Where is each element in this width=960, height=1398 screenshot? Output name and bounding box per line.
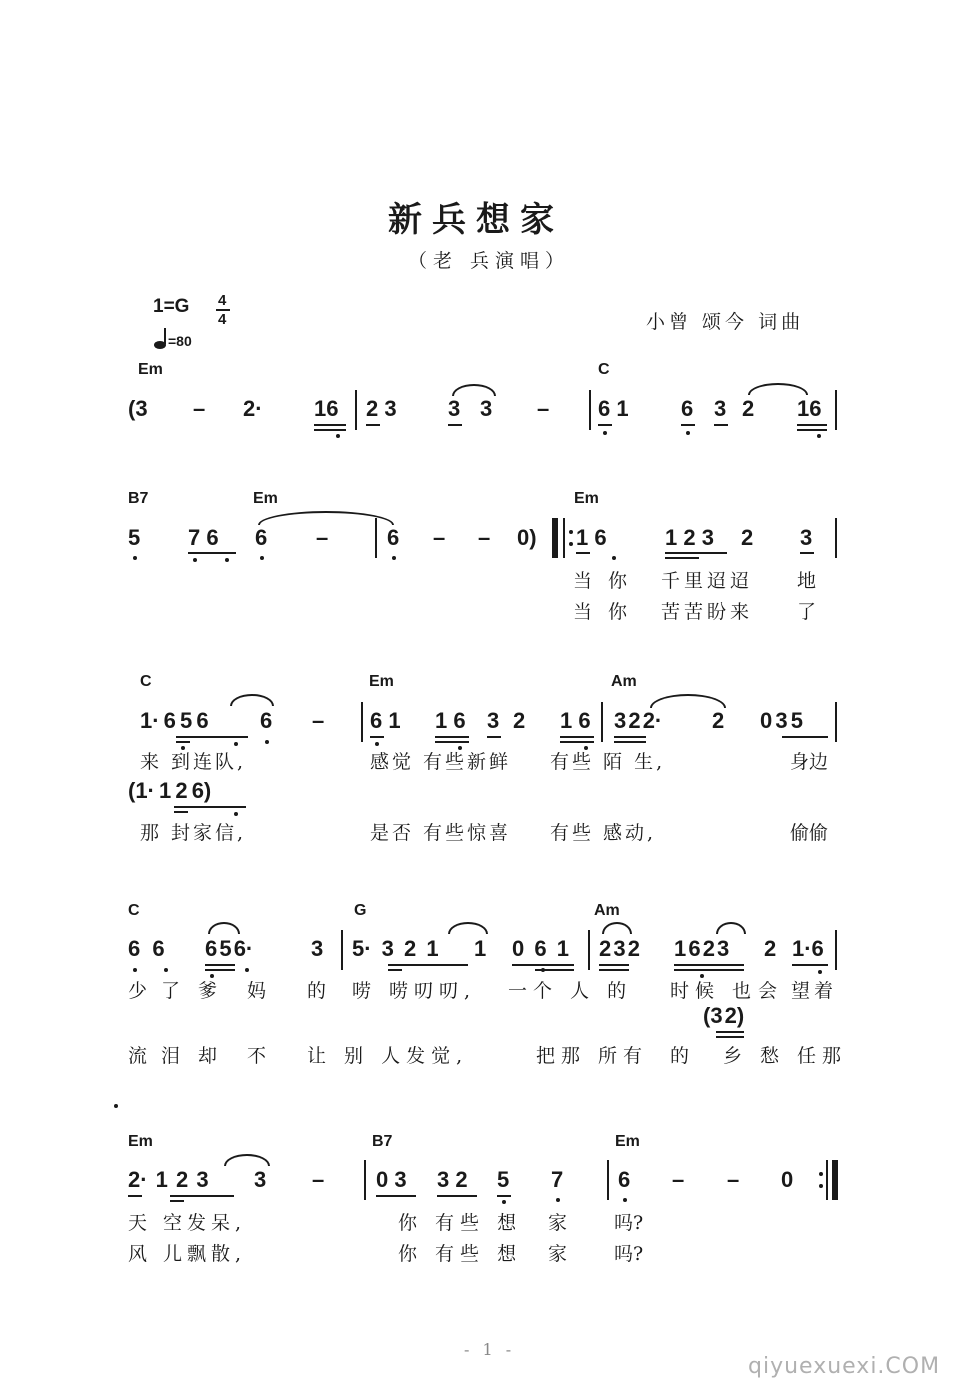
note-dash: –: [316, 525, 329, 550]
lyric-verse-2: 偷偷: [790, 822, 829, 844]
beam-line: [437, 1195, 477, 1197]
note-group: (3: [128, 396, 148, 421]
lyric-verse-1: 会 望着: [758, 980, 838, 1002]
tie-arc: [208, 922, 240, 934]
bar-line: [607, 1160, 609, 1200]
song-subtitle: （老 兵演唱）: [408, 250, 571, 272]
note-dash: –: [537, 396, 550, 421]
alternate-notes: (3 2): [703, 1003, 745, 1028]
note-group: 6 1: [370, 708, 401, 733]
note-group: 0 6 1: [512, 936, 569, 961]
note-group: 2·: [243, 396, 263, 421]
lyric-verse-2: 愁 任那: [760, 1045, 848, 1067]
lyric-verse-1: 天 空发呆,: [128, 1212, 247, 1234]
note-group: 6: [618, 1167, 631, 1192]
beam-line: [716, 1036, 744, 1038]
lyric-verse-2: 家: [548, 1243, 568, 1265]
beam-line: [314, 424, 346, 426]
beam-line: [388, 969, 402, 971]
repeat-end-barline: [832, 1160, 838, 1200]
chord-symbol: B7: [372, 1133, 393, 1150]
note-group: 6: [387, 525, 400, 550]
beam-line: [435, 736, 469, 738]
beam-line: [665, 557, 699, 559]
bar-line: [364, 1160, 366, 1200]
time-signature-denominator: 4: [218, 311, 227, 328]
tie-arc: [230, 694, 274, 706]
quarter-note-icon: [153, 326, 169, 350]
low-octave-dot: [686, 431, 690, 435]
lyric-verse-1: 的: [307, 980, 327, 1002]
beam-line: [782, 736, 828, 738]
beam-line: [497, 1195, 511, 1197]
beam-line: [170, 1200, 184, 1202]
bar-line: [835, 930, 837, 970]
note-group: 0 3 5: [760, 708, 803, 733]
low-octave-dot: [193, 558, 197, 562]
lyric-verse-1: 爹 妈: [198, 980, 279, 1002]
note-group: 3: [448, 396, 461, 421]
chord-symbol: Em: [138, 361, 163, 378]
note-group: 3 2: [437, 1167, 468, 1192]
beam-line: [681, 424, 695, 426]
bar-line: [588, 930, 590, 970]
bar-line: [835, 390, 837, 430]
tempo-marking: =80: [168, 333, 192, 349]
note-group: 2: [712, 708, 725, 733]
chord-symbol: Am: [611, 673, 637, 690]
chord-symbol: C: [128, 902, 140, 919]
lyric-verse-1: 来 到连队,: [140, 751, 247, 773]
lyric-verse-1: 吗?: [614, 1212, 644, 1234]
lyric-verse-1: 你 有些 想: [398, 1212, 523, 1234]
note-dash: –: [312, 708, 325, 733]
note-group: 6 5 6·: [205, 936, 254, 961]
lyric-verse-2: 却 不: [198, 1045, 279, 1067]
low-octave-dot: [225, 558, 229, 562]
lyric-verse-2: 当你: [573, 601, 644, 623]
repeat-dot: [569, 530, 573, 534]
bar-line: [341, 930, 343, 970]
beam-line: [376, 1195, 416, 1197]
lyric-verse-1: 时候 也: [670, 980, 758, 1002]
lyric-verse-2: 流泪: [128, 1045, 195, 1067]
low-octave-dot: [392, 556, 396, 560]
note-group: 16: [797, 396, 822, 421]
beam-line: [448, 424, 462, 426]
song-title: 新兵想家: [388, 200, 564, 240]
chord-symbol: C: [140, 673, 152, 690]
beam-line: [170, 1195, 234, 1197]
note-group: 2 3 2: [599, 936, 640, 961]
note-dash: –: [433, 525, 446, 550]
beam-line: [714, 424, 728, 426]
lyric-verse-1: 千里迢迢: [661, 570, 754, 592]
key-signature: 1=G: [153, 296, 190, 317]
beam-line: [176, 736, 248, 738]
beam-line: [599, 964, 629, 966]
low-octave-dot: [164, 968, 168, 972]
low-octave-dot: [623, 1198, 627, 1202]
low-octave-dot: [556, 1198, 560, 1202]
repeat-dot: [569, 542, 573, 546]
tie-arc: [224, 1154, 270, 1166]
tie-arc: [716, 922, 746, 934]
low-octave-dot: [133, 968, 137, 972]
beam-line: [205, 964, 235, 966]
tie-arc: [748, 383, 808, 395]
note-group: 5: [497, 1167, 510, 1192]
beam-line: [716, 1031, 744, 1033]
lyric-verse-2: 是否 有些惊喜: [370, 822, 512, 844]
lyric-verse-2: 吗?: [614, 1243, 644, 1265]
tie-arc: [448, 922, 488, 934]
lyric-verse-1: 家: [548, 1212, 568, 1234]
note-group: 1·6: [792, 936, 824, 961]
beam-line: [614, 741, 646, 743]
beam-line: [800, 552, 814, 554]
note-group: 3 2 2·: [614, 708, 663, 733]
low-octave-dot: [375, 742, 379, 746]
bar-line: [375, 518, 377, 558]
lyric-verse-2: 你 有些 想: [398, 1243, 523, 1265]
beam-line: [128, 1195, 142, 1197]
beam-line: [614, 736, 646, 738]
bar-line: [589, 390, 591, 430]
lyric-verse-1: 身边: [790, 751, 829, 773]
beam-line: [487, 736, 501, 738]
lyric-verse-2: 苦苦盼来: [661, 601, 754, 623]
chord-symbol: B7: [128, 490, 149, 507]
note-group: 1: [474, 936, 487, 961]
note-group: 6 1: [598, 396, 629, 421]
note-group: 3: [254, 1167, 267, 1192]
note-group: 2· 1 2 3: [128, 1167, 209, 1192]
beam-line: [599, 969, 629, 971]
low-octave-dot: [336, 434, 340, 438]
low-octave-dot: [265, 740, 269, 744]
lyric-verse-1: 一个 人 的: [508, 980, 633, 1002]
bar-line: [835, 518, 837, 558]
low-octave-dot: [234, 812, 238, 816]
beam-line: [674, 964, 744, 966]
repeat-dot: [819, 1184, 823, 1188]
note-dash: –: [727, 1167, 740, 1192]
beam-line: [435, 741, 469, 743]
chord-symbol: Am: [594, 902, 620, 919]
repeat-start-barline: [552, 518, 558, 558]
beam-line: [174, 806, 246, 808]
note-group: 1 6: [560, 708, 591, 733]
stray-mark: [114, 1104, 118, 1108]
tie-arc: [650, 694, 726, 708]
note-group: 3: [800, 525, 813, 550]
note-group: 2: [513, 708, 526, 733]
note-group: 6 6: [128, 936, 165, 961]
note-group: 1 6: [576, 525, 607, 550]
note-group: 1· 6 5 6: [140, 708, 209, 733]
lyric-verse-1: 地: [797, 570, 817, 592]
note-group: 5· 3 2 1: [352, 936, 439, 961]
low-octave-dot: [541, 968, 545, 972]
note-group: 6: [260, 708, 273, 733]
note-group: 0 3: [376, 1167, 407, 1192]
bar-line: [601, 702, 603, 742]
chord-symbol: Em: [253, 490, 278, 507]
beam-line: [366, 424, 380, 426]
note-group: 2: [764, 936, 777, 961]
alternate-notes: (1· 1 2 6): [128, 778, 212, 803]
low-octave-dot: [818, 970, 822, 974]
low-octave-dot: [245, 968, 249, 972]
site-watermark: qiyuexuexi.COM: [748, 1354, 941, 1379]
beam-line: [512, 964, 574, 966]
note-group: 3: [487, 708, 500, 733]
lyric-verse-2: 风 儿飘散,: [128, 1243, 247, 1265]
beam-line: [598, 424, 612, 426]
beam-line: [665, 552, 727, 554]
note-dash: –: [193, 396, 206, 421]
note-group: 0): [517, 525, 537, 550]
time-signature-numerator: 4: [218, 292, 227, 309]
chord-symbol: G: [354, 902, 367, 919]
lyric-verse-1: 有些 陌 生,: [550, 751, 666, 773]
low-octave-dot: [133, 556, 137, 560]
repeat-end-thin-line: [826, 1160, 828, 1200]
tie-arc: [452, 384, 496, 396]
beam-line: [560, 736, 594, 738]
note-group: 7 6: [188, 525, 219, 550]
lyric-verse-1: 当你: [573, 570, 644, 592]
beam-line: [314, 429, 346, 431]
note-dash: –: [478, 525, 491, 550]
chord-symbol: C: [598, 361, 610, 378]
beam-line: [797, 429, 827, 431]
note-group: 1 6: [435, 708, 466, 733]
note-group: 0: [781, 1167, 794, 1192]
tie-arc: [602, 922, 632, 934]
note-group: 3: [480, 396, 493, 421]
lyric-verse-1: 感觉 有些新鲜: [370, 751, 512, 773]
beam-line: [176, 741, 190, 743]
note-dash: –: [672, 1167, 685, 1192]
beam-line: [576, 552, 590, 554]
note-group: 2: [741, 525, 754, 550]
bar-line: [361, 702, 363, 742]
note-group: 16: [314, 396, 339, 421]
lyricist-composer-credit: 小曾 颂今 词曲: [646, 311, 805, 333]
note-group: 5: [128, 525, 141, 550]
note-group: 6: [255, 525, 268, 550]
lyric-verse-2: 那 封家信,: [140, 822, 247, 844]
beam-line: [792, 964, 828, 966]
lyric-verse-2: 让 别 人发觉,: [307, 1045, 469, 1067]
lyric-verse-2: 把那 所有: [536, 1045, 649, 1067]
lyric-verse-2: 的 乡: [670, 1045, 757, 1067]
chord-symbol: Em: [128, 1133, 153, 1150]
note-group: 6: [681, 396, 694, 421]
chord-symbol: Em: [369, 673, 394, 690]
note-group: 7: [551, 1167, 564, 1192]
beam-line: [205, 969, 235, 971]
page-number: - 1 -: [464, 1340, 516, 1359]
lyric-verse-1: 少了: [128, 980, 195, 1002]
lyric-verse-2: 有些 感动,: [550, 822, 657, 844]
note-dash: –: [312, 1167, 325, 1192]
lyric-verse-2: 了: [797, 601, 817, 623]
note-group: 3: [311, 936, 324, 961]
chord-symbol: Em: [574, 490, 599, 507]
beam-line: [797, 424, 827, 426]
beam-line: [370, 736, 384, 738]
chord-symbol: Em: [615, 1133, 640, 1150]
beam-line: [674, 969, 744, 971]
bar-line: [835, 702, 837, 742]
low-octave-dot: [234, 742, 238, 746]
low-octave-dot: [603, 431, 607, 435]
note-group: 1 6 2 3: [674, 936, 730, 961]
repeat-start-thin-line: [563, 518, 565, 558]
low-octave-dot: [260, 556, 264, 560]
note-group: 2: [742, 396, 755, 421]
tie-arc: [258, 511, 394, 525]
note-group: 2 3: [366, 396, 397, 421]
lyric-verse-1: 唠 唠叨叨,: [352, 980, 477, 1002]
note-group: 1 2 3: [665, 525, 714, 550]
repeat-dot: [819, 1172, 823, 1176]
beam-line: [174, 811, 188, 813]
beam-line: [188, 552, 236, 554]
low-octave-dot: [502, 1200, 506, 1204]
low-octave-dot: [612, 556, 616, 560]
low-octave-dot: [817, 434, 821, 438]
beam-line: [388, 964, 468, 966]
bar-line: [355, 390, 357, 430]
note-group: 3: [714, 396, 727, 421]
beam-line: [560, 741, 594, 743]
